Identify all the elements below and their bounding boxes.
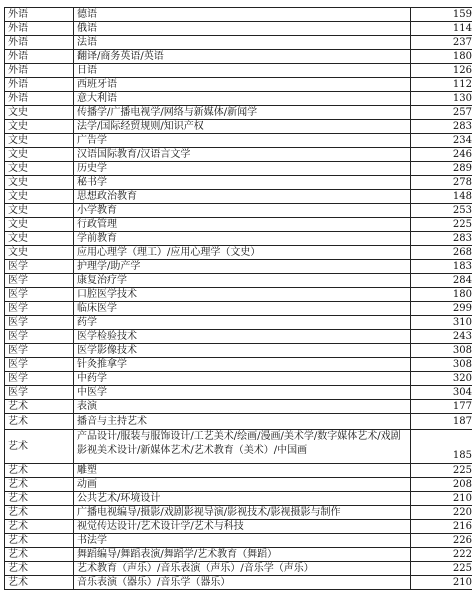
category-cell: 外语 (5, 64, 74, 78)
table-row (5, 344, 472, 358)
score-cell: 320 (411, 372, 472, 386)
major-cell: 历史学 (74, 162, 411, 176)
table-row (5, 36, 472, 50)
score-cell: 243 (411, 330, 472, 344)
major-cell: 行政管理 (74, 218, 411, 232)
category-cell: 艺术 (5, 548, 74, 562)
table-row (5, 64, 472, 78)
score-cell: 180 (411, 50, 472, 64)
table-row (5, 218, 472, 232)
score-cell: 148 (411, 190, 472, 204)
score-cell: 220 (411, 506, 472, 520)
table-row (5, 8, 472, 22)
table-row (5, 246, 472, 260)
score-cell: 225 (411, 218, 472, 232)
score-cell: 225 (411, 562, 472, 576)
category-cell: 文史 (5, 246, 74, 260)
score-cell: 225 (411, 464, 472, 478)
table-row (5, 106, 472, 120)
table-row (5, 506, 472, 520)
major-cell: 应用心理学（理工）/应用心理学（文史） (74, 246, 411, 260)
major-cell: 翻译/商务英语/英语 (74, 50, 411, 64)
category-cell: 文史 (5, 218, 74, 232)
table-row (5, 548, 472, 562)
category-cell: 艺术 (5, 414, 74, 430)
major-cell: 口腔医学技术 (74, 288, 411, 302)
category-cell: 艺术 (5, 562, 74, 576)
category-cell: 医学 (5, 302, 74, 316)
major-cell: 传播学/广播电视学/网络与新媒体/新闻学 (74, 106, 411, 120)
score-cell: 183 (411, 260, 472, 274)
major-cell: 俄语 (74, 22, 411, 36)
major-cell: 医学影像技术 (74, 344, 411, 358)
score-cell: 208 (411, 478, 472, 492)
major-cell: 西班牙语 (74, 78, 411, 92)
table-row (5, 302, 472, 316)
category-cell: 外语 (5, 92, 74, 106)
score-cell: 177 (411, 400, 472, 414)
major-cell: 法语 (74, 36, 411, 50)
major-cell: 临床医学 (74, 302, 411, 316)
table-row (5, 358, 472, 372)
category-cell: 文史 (5, 232, 74, 246)
table-row (5, 176, 472, 190)
table-row (5, 190, 472, 204)
major-cell: 思想政治教育 (74, 190, 411, 204)
score-cell: 216 (411, 520, 472, 534)
major-cell: 舞蹈编导/舞蹈表演/舞蹈学/艺术教育（舞蹈） (74, 548, 411, 562)
category-cell: 医学 (5, 316, 74, 330)
table-row (5, 316, 472, 330)
category-cell: 文史 (5, 176, 74, 190)
category-cell: 艺术 (5, 506, 74, 520)
score-cell: 299 (411, 302, 472, 316)
score-cell: 289 (411, 162, 472, 176)
category-cell: 艺术 (5, 430, 74, 464)
table-row (5, 92, 472, 106)
score-cell: 222 (411, 548, 472, 562)
score-table-body (5, 8, 472, 590)
table-row (5, 464, 472, 478)
category-cell: 艺术 (5, 534, 74, 548)
category-cell: 文史 (5, 190, 74, 204)
score-cell: 257 (411, 106, 472, 120)
major-cell: 秘书学 (74, 176, 411, 190)
category-cell: 外语 (5, 50, 74, 64)
table-row (5, 232, 472, 246)
score-cell: 180 (411, 288, 472, 302)
table-row (5, 50, 472, 64)
score-cell: 268 (411, 246, 472, 260)
category-cell: 医学 (5, 330, 74, 344)
table-row (5, 520, 472, 534)
category-cell: 文史 (5, 162, 74, 176)
major-cell: 药学 (74, 316, 411, 330)
score-cell: 226 (411, 534, 472, 548)
score-cell: 187 (411, 414, 472, 430)
major-cell: 德语 (74, 8, 411, 22)
table-row (5, 134, 472, 148)
category-cell: 外语 (5, 22, 74, 36)
score-cell: 159 (411, 8, 472, 22)
score-cell: 185 (411, 430, 472, 464)
score-cell: 283 (411, 120, 472, 134)
major-cell: 中药学 (74, 372, 411, 386)
table-row (5, 274, 472, 288)
category-cell: 文史 (5, 204, 74, 218)
category-cell: 艺术 (5, 492, 74, 506)
table-row (5, 492, 472, 506)
category-cell: 外语 (5, 8, 74, 22)
table-row (5, 148, 472, 162)
major-cell: 公共艺术/环境设计 (74, 492, 411, 506)
major-cell: 医学检验技术 (74, 330, 411, 344)
table-row (5, 478, 472, 492)
category-cell: 医学 (5, 288, 74, 302)
category-cell: 外语 (5, 36, 74, 50)
table-row (5, 204, 472, 218)
table-row (5, 288, 472, 302)
category-cell: 艺术 (5, 520, 74, 534)
category-cell: 医学 (5, 358, 74, 372)
major-cell: 中医学 (74, 386, 411, 400)
major-cell: 动画 (74, 478, 411, 492)
table-row (5, 430, 472, 464)
table-row (5, 22, 472, 36)
table-row (5, 534, 472, 548)
major-cell: 针灸推拿学 (74, 358, 411, 372)
table-row (5, 330, 472, 344)
category-cell: 文史 (5, 120, 74, 134)
major-cell: 康复治疗学 (74, 274, 411, 288)
score-cell: 253 (411, 204, 472, 218)
major-cell: 意大利语 (74, 92, 411, 106)
score-cell: 126 (411, 64, 472, 78)
category-cell: 医学 (5, 344, 74, 358)
major-cell: 表演 (74, 400, 411, 414)
major-cell: 视觉传达设计/艺术设计学/艺术与科技 (74, 520, 411, 534)
score-cell: 304 (411, 386, 472, 400)
score-cell: 114 (411, 22, 472, 36)
score-cell: 210 (411, 492, 472, 506)
table-row (5, 576, 472, 590)
category-cell: 文史 (5, 148, 74, 162)
table-row (5, 414, 472, 430)
major-cell: 艺术教育（声乐）/音乐表演（声乐）/音乐学（声乐） (74, 562, 411, 576)
score-table (4, 7, 472, 590)
category-cell: 医学 (5, 386, 74, 400)
major-cell: 音乐表演（器乐）/音乐学（器乐） (74, 576, 411, 590)
category-cell: 艺术 (5, 478, 74, 492)
major-cell: 广告学 (74, 134, 411, 148)
major-cell: 产品设计/服装与服饰设计/工艺美术/绘画/漫画/美术学/数字媒体艺术/戏剧影视美术设计/新媒体艺术/艺术教育（美术）/中国画 (74, 430, 411, 464)
score-cell: 130 (411, 92, 472, 106)
score-cell: 210 (411, 576, 472, 590)
major-cell: 日语 (74, 64, 411, 78)
table-row (5, 78, 472, 92)
table-row (5, 162, 472, 176)
score-cell: 237 (411, 36, 472, 50)
major-cell: 播音与主持艺术 (74, 414, 411, 430)
score-cell: 284 (411, 274, 472, 288)
category-cell: 医学 (5, 274, 74, 288)
score-cell: 234 (411, 134, 472, 148)
major-cell: 学前教育 (74, 232, 411, 246)
table-row (5, 120, 472, 134)
category-cell: 艺术 (5, 464, 74, 478)
table-row (5, 386, 472, 400)
score-cell: 112 (411, 78, 472, 92)
table-row (5, 400, 472, 414)
score-cell: 283 (411, 232, 472, 246)
category-cell: 外语 (5, 78, 74, 92)
score-cell: 246 (411, 148, 472, 162)
category-cell: 医学 (5, 372, 74, 386)
category-cell: 艺术 (5, 400, 74, 414)
major-cell: 广播电视编导/摄影/戏剧影视导演/影视技术/影视摄影与制作 (74, 506, 411, 520)
major-cell: 小学教育 (74, 204, 411, 218)
score-cell: 308 (411, 358, 472, 372)
table-row (5, 562, 472, 576)
major-cell: 护理学/助产学 (74, 260, 411, 274)
category-cell: 艺术 (5, 576, 74, 590)
major-cell: 法学/国际经贸规则/知识产权 (74, 120, 411, 134)
major-cell: 雕塑 (74, 464, 411, 478)
major-cell: 汉语国际教育/汉语言文学 (74, 148, 411, 162)
category-cell: 医学 (5, 260, 74, 274)
score-cell: 310 (411, 316, 472, 330)
category-cell: 文史 (5, 134, 74, 148)
score-cell: 308 (411, 344, 472, 358)
table-row (5, 260, 472, 274)
table-row (5, 372, 472, 386)
major-cell: 书法学 (74, 534, 411, 548)
score-cell: 278 (411, 176, 472, 190)
category-cell: 文史 (5, 106, 74, 120)
